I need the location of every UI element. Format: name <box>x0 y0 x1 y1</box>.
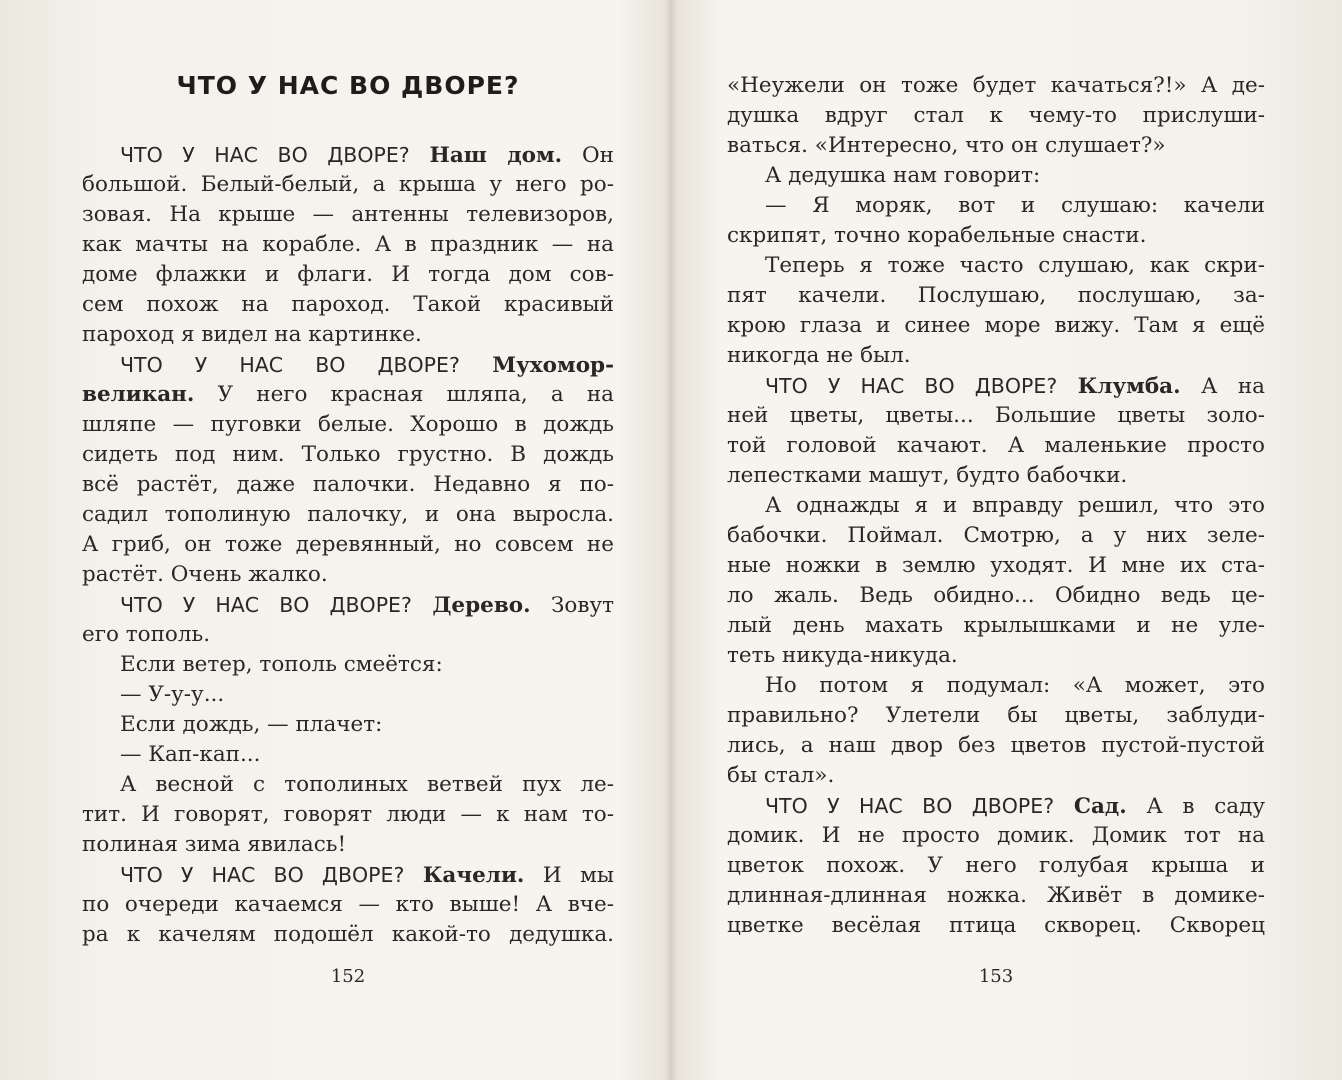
text-line: шляпе — пуговки белые. Хорошо в дождь <box>82 412 614 437</box>
text-line: Теперь я тоже часто слушаю, как скри- <box>765 253 1265 278</box>
text-line: полиная зима явилась! <box>82 832 347 857</box>
text-line <box>82 590 614 620</box>
rubric-heading: ЧТО У НАС ВО ДВОРЕ? <box>120 863 405 887</box>
text-line: ней цветы, цветы... Большие цветы золо- <box>727 403 1265 428</box>
book-gutter <box>664 0 678 1080</box>
rubric-heading: ЧТО У НАС ВО ДВОРЕ? <box>120 593 412 617</box>
rubric-heading: ЧТО У НАС ВО ДВОРЕ? <box>120 143 410 167</box>
text-line: ло жаль. Ведь обидно... Обидно ведь це- <box>727 583 1265 608</box>
text-line: садил тополиную палочку, и она выросла. <box>82 502 614 527</box>
page-number: 152 <box>330 966 366 987</box>
page-title: ЧТО У НАС ВО ДВОРЕ? <box>176 71 520 100</box>
text-line: большой. Белый-белый, а крыша у него ро- <box>82 172 614 197</box>
text-span: У него красная шляпа, а на <box>217 382 614 407</box>
text-line: лый день махать крылышками и не уле- <box>727 613 1265 638</box>
text-line: Если ветер, тополь смеётся: <box>120 652 443 677</box>
bold-term: Клумба. <box>1077 374 1181 399</box>
text-line: зовая. На крыше — антенны телевизоров, <box>82 202 614 227</box>
text-line: крою глаза и синее море вижу. Там я ещё <box>727 313 1265 338</box>
text-span: А в саду <box>1146 794 1265 819</box>
text-line: теть никуда-никуда. <box>727 643 958 668</box>
text-line <box>727 371 1265 401</box>
text-line <box>82 860 614 890</box>
text-line <box>82 380 614 410</box>
text-line: Но потом я подумал: «А может, это <box>765 673 1265 698</box>
text-line: сидеть под ним. Только грустно. В дождь <box>82 442 614 467</box>
text-span: Зовут <box>551 593 614 618</box>
text-span: И мы <box>542 863 614 888</box>
left-page <box>82 0 614 1080</box>
text-line: скрипят, точно корабельные снасти. <box>727 223 1147 248</box>
text-line: душка вдруг стал к чему-то прислуши- <box>727 103 1265 128</box>
text-line: растёт. Очень жалко. <box>82 562 328 587</box>
bold-term: Мухомор- <box>492 353 614 378</box>
text-line: — Кап-кап... <box>120 742 261 767</box>
text-line: — У-у-у... <box>120 682 225 707</box>
text-line: цветок похож. У него голубая крыша и <box>727 853 1265 878</box>
text-line: лись, а наш двор без цветов пустой-пустой <box>727 733 1265 758</box>
text-line: доме флажки и флаги. И тогда дом сов- <box>82 262 614 287</box>
text-line: домик. И не просто домик. Домик тот на <box>727 823 1265 848</box>
text-line: А однажды я и вправду решил, что это <box>765 493 1265 518</box>
text-line: всё растёт, даже палочки. Недавно я по- <box>82 472 614 497</box>
bold-term: Сад. <box>1073 794 1127 819</box>
text-line: пароход я видел на картинке. <box>82 322 422 347</box>
text-line: лепестками машут, будто бабочки. <box>727 463 1128 488</box>
text-line: «Неужели он тоже будет качаться?!» А де- <box>727 73 1265 98</box>
rubric-heading: ЧТО У НАС ВО ДВОРЕ? <box>765 794 1055 818</box>
text-span: А на <box>1201 374 1265 399</box>
bold-term: великан. <box>82 382 195 407</box>
text-line: А дедушка нам говорит: <box>765 163 1041 188</box>
text-line: Если дождь, — плачет: <box>120 712 383 737</box>
text-line: правильно? Улетели бы цветы, заблуди- <box>727 703 1265 728</box>
text-line: длинная-длинная ножка. Живёт в домике- <box>727 883 1265 908</box>
text-line: бы стал». <box>727 763 835 788</box>
page-number: 153 <box>978 966 1014 987</box>
rubric-heading: ЧТО У НАС ВО ДВОРЕ? <box>120 353 460 377</box>
text-line: А гриб, он тоже деревянный, но совсем не <box>82 532 614 557</box>
text-line <box>82 350 614 380</box>
rubric-heading: ЧТО У НАС ВО ДВОРЕ? <box>765 374 1058 398</box>
text-line: как мачты на корабле. А в праздник — на <box>82 232 614 257</box>
text-line: ные ножки в землю уходят. И мне их ста- <box>727 553 1265 578</box>
text-line: цветке весёлая птица скворец. Скворец <box>727 913 1265 938</box>
text-line <box>82 140 614 170</box>
text-line: ваться. «Интересно, что он слушает?» <box>727 133 1166 158</box>
bold-term: Наш дом. <box>429 143 563 168</box>
right-page <box>727 0 1265 1080</box>
text-line: ра к качелям подошёл какой-то дедушка. <box>82 922 614 947</box>
text-line: бабочки. Поймал. Смотрю, а у них зеле- <box>727 523 1265 548</box>
text-line: пят качели. Послушаю, послушаю, за- <box>727 283 1265 308</box>
text-line: по очереди качаемся — кто выше! А вче- <box>82 892 614 917</box>
text-line: — Я моряк, вот и слушаю: качели <box>765 193 1265 218</box>
text-line: той головой качают. А маленькие просто <box>727 433 1265 458</box>
text-span: Он <box>582 143 614 168</box>
text-line: сем похож на пароход. Такой красивый <box>82 292 614 317</box>
text-line: его тополь. <box>82 622 211 647</box>
text-line: никогда не был. <box>727 343 911 368</box>
text-line <box>727 791 1265 821</box>
text-line: А весной с тополиных ветвей пух ле- <box>120 772 614 797</box>
bold-term: Качели. <box>422 863 525 888</box>
bold-term: Дерево. <box>432 593 531 618</box>
text-line: тит. И говорят, говорят люди — к нам то- <box>82 802 614 827</box>
